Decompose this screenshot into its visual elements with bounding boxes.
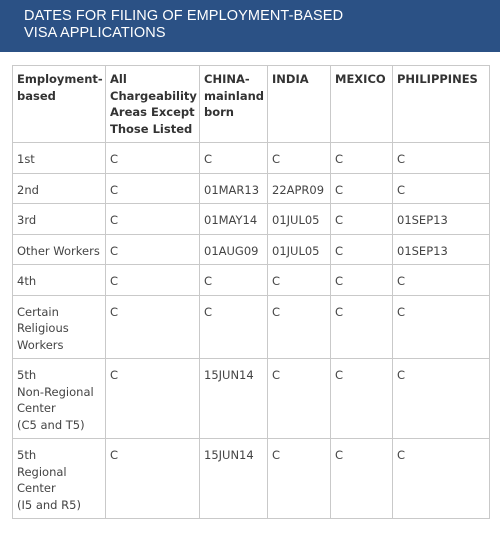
date-cell	[393, 295, 490, 359]
date-value: C	[335, 213, 344, 227]
row-label: Certain Religious Workers	[17, 304, 69, 352]
date-cell	[106, 234, 200, 265]
date-cell	[393, 173, 490, 204]
row-label-cell	[13, 439, 106, 519]
date-cell	[393, 204, 490, 235]
table-row	[13, 265, 490, 296]
date-value: C	[397, 152, 406, 166]
table-row	[13, 173, 490, 204]
date-value: C	[110, 448, 119, 462]
row-label-cell	[13, 234, 106, 265]
column-header-3	[268, 66, 331, 143]
date-value: C	[204, 152, 213, 166]
date-value: C	[397, 304, 406, 319]
row-label-cell	[13, 265, 106, 296]
date-value: C	[397, 182, 406, 197]
date-cell	[331, 173, 393, 204]
date-cell	[268, 173, 331, 204]
date-cell	[106, 439, 200, 519]
row-label: 5th Non-Regional Center (C5 and T5)	[17, 368, 94, 432]
date-value: C	[335, 243, 344, 258]
date-value: C	[110, 213, 119, 227]
date-cell	[331, 204, 393, 235]
date-cell	[393, 143, 490, 174]
date-value: C	[335, 448, 344, 462]
column-header-label: INDIA	[272, 72, 309, 86]
date-cell	[200, 204, 268, 235]
date-cell	[268, 143, 331, 174]
date-value: 15JUN14	[204, 448, 254, 462]
table-row	[13, 204, 490, 235]
date-cell	[200, 265, 268, 296]
table-body	[13, 143, 490, 519]
date-cell	[331, 265, 393, 296]
row-label: Other Workers	[17, 243, 100, 258]
row-label-cell	[13, 143, 106, 174]
column-header-2	[200, 66, 268, 143]
table-header-row	[13, 66, 490, 143]
column-header-0	[13, 66, 106, 143]
date-value: 01SEP13	[397, 213, 448, 227]
column-header-1	[106, 66, 200, 143]
date-value: C	[397, 274, 406, 288]
visa-dates-table	[12, 65, 490, 519]
date-cell	[268, 359, 331, 439]
table-row	[13, 439, 490, 519]
row-label: 2nd	[17, 182, 39, 197]
date-cell	[268, 439, 331, 519]
table-row	[13, 143, 490, 174]
table-header	[13, 66, 490, 143]
date-value: C	[335, 304, 344, 319]
date-value: C	[110, 304, 119, 319]
row-label-cell	[13, 204, 106, 235]
date-cell	[393, 234, 490, 265]
table-row	[13, 295, 490, 359]
date-value: 01JUL05	[272, 213, 320, 227]
date-cell	[200, 359, 268, 439]
date-value: 15JUN14	[204, 368, 254, 382]
date-value: C	[110, 152, 119, 166]
date-value: C	[110, 274, 119, 288]
date-value: C	[272, 152, 281, 166]
row-label-cell	[13, 359, 106, 439]
date-cell	[200, 143, 268, 174]
page-header	[0, 0, 500, 52]
date-cell	[106, 295, 200, 359]
date-cell	[331, 439, 393, 519]
date-value: C	[204, 304, 213, 319]
date-value: C	[397, 448, 406, 462]
page-title: DATES FOR FILING OF EMPLOYMENT-BASED VISA APPLICATIONS	[24, 8, 344, 41]
date-cell	[268, 204, 331, 235]
date-value: 01MAR13	[204, 182, 260, 197]
column-header-label: MEXICO	[335, 72, 386, 86]
row-label: 3rd	[17, 213, 37, 227]
date-cell	[268, 234, 331, 265]
date-cell	[106, 143, 200, 174]
date-cell	[393, 359, 490, 439]
date-value: 22APR09	[272, 182, 325, 197]
table-row	[13, 359, 490, 439]
row-label-cell	[13, 173, 106, 204]
date-cell	[393, 265, 490, 296]
date-cell	[268, 295, 331, 359]
date-cell	[106, 204, 200, 235]
date-value: C	[272, 448, 281, 462]
date-cell	[200, 234, 268, 265]
column-header-5	[393, 66, 490, 143]
row-label: 1st	[17, 152, 35, 166]
row-label: 5th Regional Center (I5 and R5)	[17, 448, 81, 512]
date-value: C	[110, 182, 119, 197]
date-cell	[200, 173, 268, 204]
date-value: C	[397, 368, 406, 382]
date-cell	[393, 439, 490, 519]
date-cell	[106, 265, 200, 296]
table-row	[13, 234, 490, 265]
date-value: C	[272, 274, 281, 288]
date-cell	[331, 143, 393, 174]
date-cell	[331, 295, 393, 359]
date-cell	[106, 359, 200, 439]
date-value: 01SEP13	[397, 243, 448, 258]
date-cell	[200, 295, 268, 359]
date-cell	[331, 359, 393, 439]
column-header-4	[331, 66, 393, 143]
row-label-cell	[13, 295, 106, 359]
date-value: C	[110, 368, 119, 382]
date-value: 01AUG09	[204, 243, 259, 258]
date-value: C	[272, 368, 281, 382]
date-value: 01JUL05	[272, 243, 320, 258]
date-cell	[200, 439, 268, 519]
date-value: C	[335, 182, 344, 197]
date-value: C	[204, 274, 213, 288]
column-header-label: PHILIPPINES	[397, 72, 478, 86]
date-value: C	[335, 152, 344, 166]
date-cell	[331, 234, 393, 265]
row-label: 4th	[17, 274, 37, 288]
column-header-label: Employment- based	[17, 72, 103, 103]
date-value: C	[272, 304, 281, 319]
date-value: C	[335, 274, 344, 288]
date-cell	[106, 173, 200, 204]
table-container	[12, 65, 490, 519]
date-cell	[268, 265, 331, 296]
date-value: C	[110, 243, 119, 258]
column-header-label: All Chargeability Areas Except Those Listed	[110, 72, 197, 136]
date-value: C	[335, 368, 344, 382]
column-header-label: CHINA- mainland born	[204, 72, 264, 119]
date-value: 01MAY14	[204, 213, 258, 227]
